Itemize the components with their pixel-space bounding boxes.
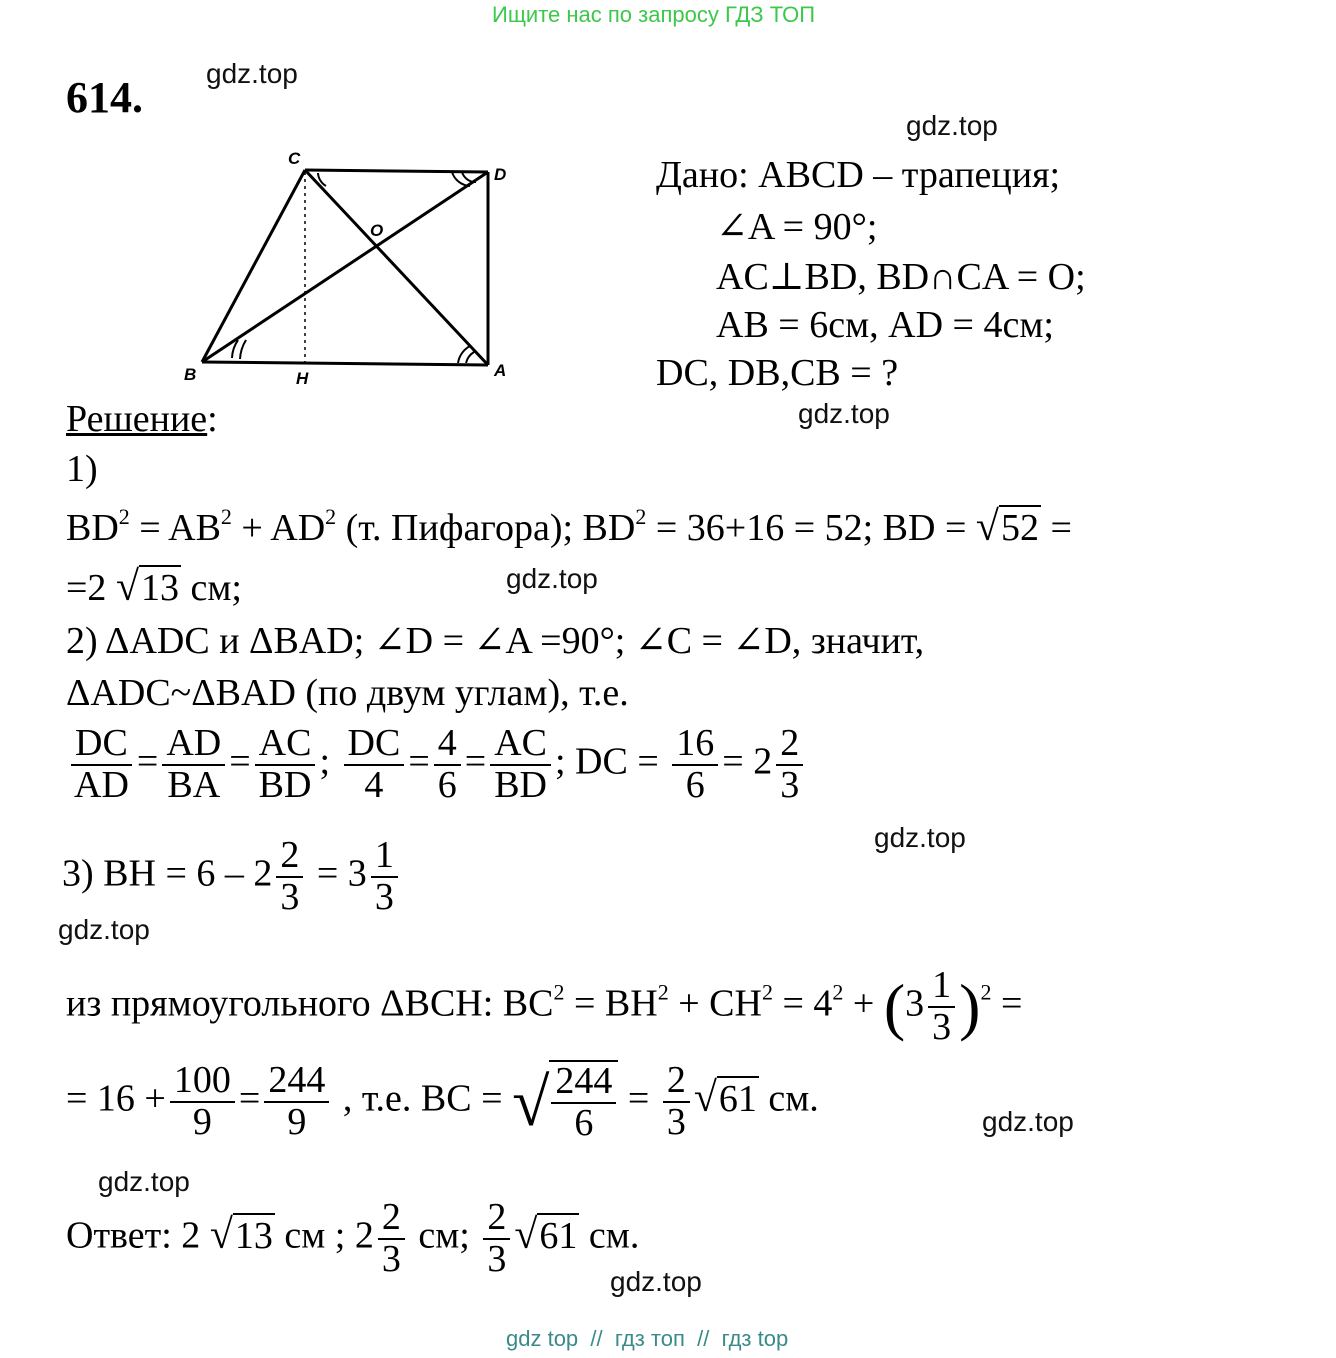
label-b: B (184, 365, 197, 384)
step-2-proportion: $\frac{DC}{AD}$ = $\frac{AD}{BA}$ = $\frac{AC}{BD}$ ; $\frac{DC}{4}$ = $\frac{4}{6}$ = $\frac{AC}{BD}$ ; DC = $\frac{16}{6}$ = 2 $\frac{2}{3}$ (66, 724, 807, 806)
side-ba (202, 362, 488, 365)
sqrt-13: √13 (115, 564, 179, 610)
given-line: ∠A = 90°; (716, 206, 878, 248)
step-2-line-1: 2) ΔADC и ΔBAD; ∠D = ∠A =90°; ∠C = ∠D, значит, (66, 620, 925, 662)
label-d: D (494, 165, 507, 184)
sqrt-61: √61 (693, 1074, 757, 1121)
watermark: gdz.top (906, 110, 998, 141)
angle-arc-a1 (458, 346, 470, 363)
step-1-result: =2 √13 см; (66, 564, 242, 610)
step-1-equation: $BD^2 = AB^2 + AD^2$ (т. Пифагора); $BD^2 = 36+16 = 52$; BD = √52 = (66, 504, 1072, 550)
watermark: gdz.top (798, 398, 890, 429)
sqrt-13: √13 (209, 1211, 273, 1258)
step-2-line-2: ΔADC~ΔBAD (по двум углам), т.е. (66, 672, 629, 714)
label-o: O (370, 221, 384, 240)
sqrt-52: √52 (975, 504, 1039, 550)
watermark: gdz.top (610, 1266, 702, 1297)
diagonal-ca (305, 170, 488, 365)
label-a: A (494, 361, 507, 380)
footer-links[interactable]: gdz top // гдз топ // гдз top (506, 1326, 789, 1351)
problem-number: 614. (66, 73, 143, 122)
top-banner: Ищите нас по запросу ГДЗ ТОП (492, 2, 816, 27)
side-cd (305, 170, 488, 172)
label-h: H (296, 369, 309, 388)
sqrt-61: √61 (514, 1211, 578, 1258)
diagonal-bd (202, 172, 488, 362)
watermark: gdz.top (982, 1106, 1074, 1137)
given-line: DC, DB,CB = ? (656, 352, 899, 394)
angle-arc-a2 (466, 352, 474, 363)
watermark: gdz.top (874, 822, 966, 853)
given-line: Дано: ABCD – трапеция; (656, 154, 1061, 196)
trapezoid-figure (180, 140, 520, 390)
step-4-equation: из прямоугольного ΔBCH: $BC^2 = BH^2 + CH^2 = 4^2 + (3$ $\frac{1}{3}$ )$^2$ = (66, 964, 1023, 1048)
label-c: C (288, 149, 301, 168)
sqrt-fraction: √ $\frac{244}{6}$ (512, 1060, 618, 1144)
step-1-label: 1) (66, 448, 98, 490)
given-line: AB = 6см, AD = 4см; (716, 304, 1054, 346)
watermark: gdz.top (206, 58, 298, 89)
solution-title: Решение: (66, 398, 218, 440)
watermark: gdz.top (98, 1166, 190, 1197)
step-5-equation: = 16 + $\frac{100}{9}$ = $\frac{244}{9}$ , т.е. BC = √ $\frac{244}{6}$ = $\frac{2}{3}$ √61 см. (66, 1059, 819, 1144)
watermark: gdz.top (58, 914, 150, 945)
step-3-equation: 3) BH = 6 – 2 $\frac{2}{3}$ = 3 $\frac{1}{3}$ (62, 836, 402, 918)
given-line: AC⊥BD, BD∩CA = O; (716, 256, 1086, 298)
side-bc (202, 170, 305, 362)
angle-arc-b2 (240, 340, 246, 359)
watermark: gdz.top (506, 563, 598, 594)
answer-line: Ответ: 2 √13 см ; 2 $\frac{2}{3}$ см; $\frac{2}{3}$ √61 см. (66, 1196, 640, 1280)
